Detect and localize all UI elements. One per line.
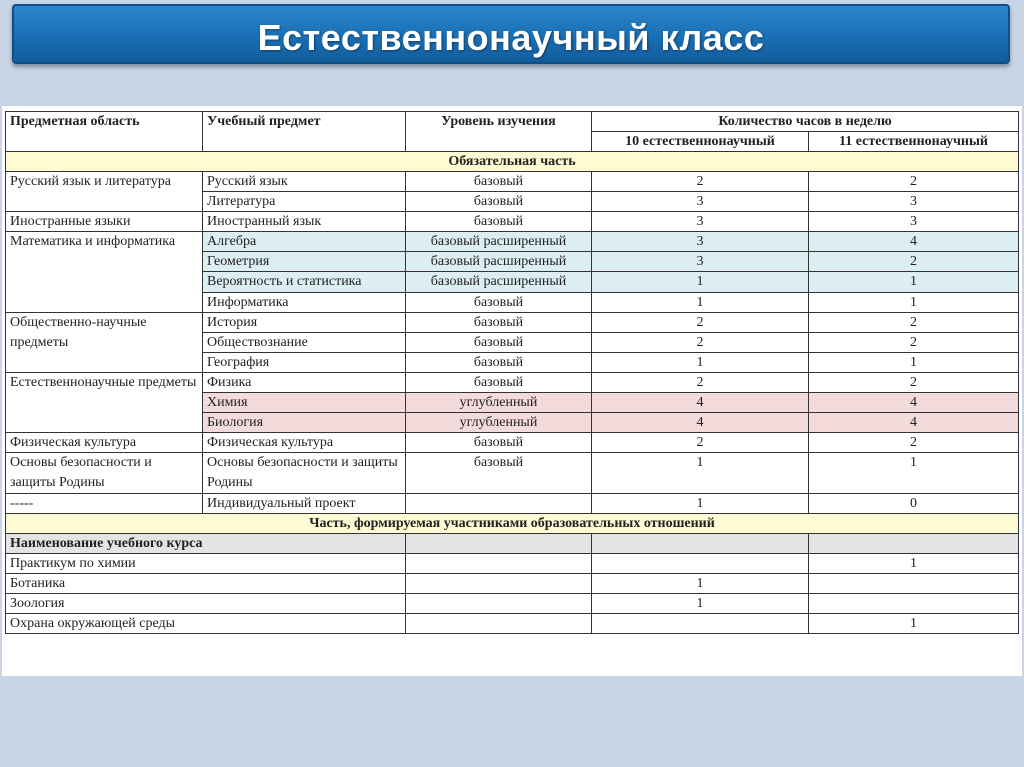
- empty-cell: [406, 554, 592, 574]
- header-level: Уровень изучения: [406, 112, 592, 152]
- hours-11-cell: 0: [809, 494, 1019, 514]
- area-cell: Физическая культура: [6, 433, 203, 453]
- hours-11-cell: 2: [809, 252, 1019, 272]
- hours-11-cell: 4: [809, 413, 1019, 433]
- header-subject: Учебный предмет: [203, 112, 406, 152]
- subject-cell: Алгебра: [203, 232, 406, 252]
- hours-10-cell: 2: [592, 333, 809, 353]
- hours-10-cell: 2: [592, 313, 809, 333]
- empty-cell: [809, 534, 1019, 554]
- subject-cell: Информатика: [203, 293, 406, 313]
- level-cell: базовый: [406, 192, 592, 212]
- level-cell: базовый расширенный: [406, 232, 592, 252]
- hours-11-cell: 1: [809, 614, 1019, 634]
- table-row: [6, 373, 1019, 393]
- section-optional-label: Часть, формируемая участниками образовательных отношений: [6, 514, 1019, 534]
- hours-10-cell: 2: [592, 172, 809, 192]
- document-page: [2, 106, 1022, 676]
- hours-10-cell: 1: [592, 353, 809, 373]
- area-cell: Иностранные языки: [6, 212, 203, 232]
- area-cell: -----: [6, 494, 203, 514]
- section-required: [6, 152, 1019, 172]
- section-optional: [6, 514, 1019, 534]
- level-cell: базовый: [406, 373, 592, 393]
- hours-11-cell: [809, 574, 1019, 594]
- table-row: [6, 494, 1019, 514]
- hours-10-cell: 3: [592, 192, 809, 212]
- header-grade-10: 10 естественнонаучный: [592, 132, 809, 152]
- table-row: [6, 212, 1019, 232]
- table-row: [6, 232, 1019, 252]
- table-row: [6, 172, 1019, 192]
- hours-11-cell: [809, 594, 1019, 614]
- course-name: Зоология: [6, 594, 406, 614]
- subject-cell: Химия: [203, 393, 406, 413]
- course-row: [6, 574, 1019, 594]
- hours-10-cell: 1: [592, 494, 809, 514]
- area-cell: Естественнонаучные предметы: [6, 373, 203, 433]
- hours-10-cell: 1: [592, 272, 809, 293]
- hours-10-cell: 1: [592, 574, 809, 594]
- area-cell: Математика и информатика: [6, 232, 203, 313]
- subject-cell: Физическая культура: [203, 433, 406, 453]
- hours-10-cell: [592, 554, 809, 574]
- course-row: [6, 594, 1019, 614]
- table-row: [6, 313, 1019, 333]
- curriculum-table: [5, 111, 1019, 634]
- course-row: [6, 554, 1019, 574]
- course-header-row: [6, 534, 1019, 554]
- hours-11-cell: 3: [809, 192, 1019, 212]
- hours-11-cell: 2: [809, 313, 1019, 333]
- hours-11-cell: 4: [809, 232, 1019, 252]
- hours-10-cell: 1: [592, 293, 809, 313]
- table-row: [6, 433, 1019, 453]
- level-cell: базовый: [406, 453, 592, 494]
- subject-cell: Основы безопасности и защиты Родины: [203, 453, 406, 494]
- area-cell: Основы безопасности и защиты Родины: [6, 453, 203, 494]
- hours-11-cell: 2: [809, 433, 1019, 453]
- hours-10-cell: 3: [592, 212, 809, 232]
- empty-cell: [406, 574, 592, 594]
- course-row: [6, 614, 1019, 634]
- level-cell: базовый: [406, 313, 592, 333]
- subject-cell: Индивидуальный проект: [203, 494, 406, 514]
- hours-11-cell: 1: [809, 554, 1019, 574]
- hours-10-cell: 2: [592, 373, 809, 393]
- hours-11-cell: 1: [809, 453, 1019, 494]
- level-cell: базовый расширенный: [406, 252, 592, 272]
- level-cell: базовый: [406, 433, 592, 453]
- empty-cell: [592, 534, 809, 554]
- course-header: Наименование учебного курса: [6, 534, 406, 554]
- hours-10-cell: [592, 614, 809, 634]
- header-grade-11: 11 естественнонаучный: [809, 132, 1019, 152]
- hours-10-cell: 4: [592, 393, 809, 413]
- header-row: [6, 112, 1019, 132]
- subject-cell: Иностранный язык: [203, 212, 406, 232]
- course-name: Ботаника: [6, 574, 406, 594]
- level-cell: базовый: [406, 293, 592, 313]
- area-cell: Общественно-научные предметы: [6, 313, 203, 373]
- page-title: Естественнонаучный класс: [257, 17, 765, 58]
- header-area: Предметная область: [6, 112, 203, 152]
- hours-11-cell: 1: [809, 353, 1019, 373]
- area-cell: Русский язык и литература: [6, 172, 203, 212]
- subject-cell: Вероятность и статистика: [203, 272, 406, 293]
- level-cell: базовый: [406, 353, 592, 373]
- section-required-label: Обязательная часть: [6, 152, 1019, 172]
- hours-10-cell: 1: [592, 453, 809, 494]
- subject-cell: Русский язык: [203, 172, 406, 192]
- hours-10-cell: 2: [592, 433, 809, 453]
- hours-11-cell: 2: [809, 333, 1019, 353]
- level-cell: [406, 494, 592, 514]
- level-cell: базовый: [406, 172, 592, 192]
- empty-cell: [406, 534, 592, 554]
- subject-cell: Литература: [203, 192, 406, 212]
- course-name: Практикум по химии: [6, 554, 406, 574]
- empty-cell: [406, 594, 592, 614]
- subject-cell: Биология: [203, 413, 406, 433]
- hours-10-cell: 3: [592, 252, 809, 272]
- level-cell: углубленный: [406, 393, 592, 413]
- hours-11-cell: 4: [809, 393, 1019, 413]
- level-cell: базовый: [406, 333, 592, 353]
- hours-11-cell: 1: [809, 293, 1019, 313]
- subject-cell: История: [203, 313, 406, 333]
- hours-11-cell: 1: [809, 272, 1019, 293]
- level-cell: базовый расширенный: [406, 272, 592, 293]
- header-hours: Количество часов в неделю: [592, 112, 1019, 132]
- title-banner: [12, 4, 1010, 64]
- level-cell: углубленный: [406, 413, 592, 433]
- level-cell: базовый: [406, 212, 592, 232]
- hours-11-cell: 3: [809, 212, 1019, 232]
- subject-cell: Геометрия: [203, 252, 406, 272]
- subject-cell: Физика: [203, 373, 406, 393]
- hours-10-cell: 1: [592, 594, 809, 614]
- subject-cell: Обществознание: [203, 333, 406, 353]
- table-row: [6, 453, 1019, 494]
- hours-11-cell: 2: [809, 172, 1019, 192]
- empty-cell: [406, 614, 592, 634]
- subject-cell: География: [203, 353, 406, 373]
- hours-10-cell: 4: [592, 413, 809, 433]
- course-name: Охрана окружающей среды: [6, 614, 406, 634]
- hours-11-cell: 2: [809, 373, 1019, 393]
- hours-10-cell: 3: [592, 232, 809, 252]
